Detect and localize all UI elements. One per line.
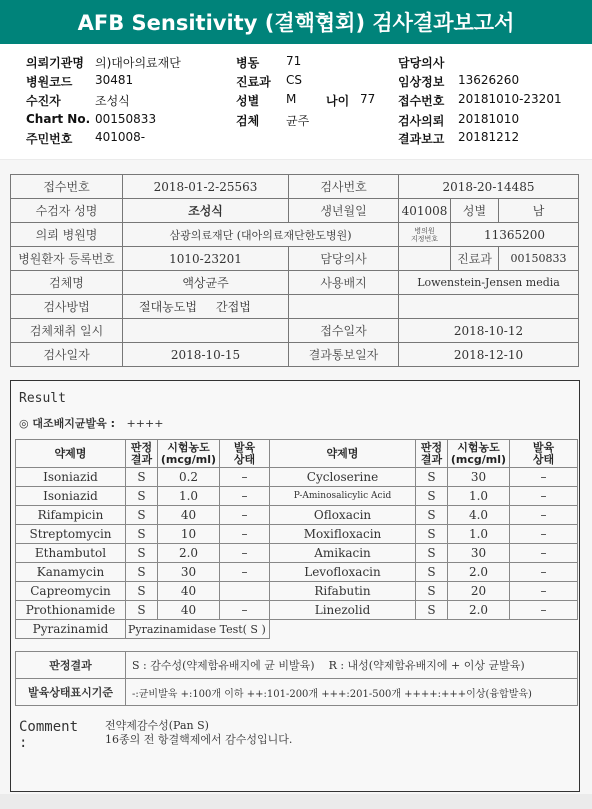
table-row	[16, 544, 578, 563]
judge: S	[126, 582, 158, 601]
info-reg-no: 1010-23201	[123, 247, 289, 271]
department-label: 진료과	[236, 75, 271, 89]
drug-sensitivity-table	[15, 439, 578, 639]
legend-judge-label: 판정결과	[16, 652, 126, 679]
growth: –	[510, 544, 578, 563]
info-medium-label: 사용배지	[289, 271, 399, 295]
info-tested: 2018-10-15	[123, 343, 289, 367]
header-growth: 발육 상태	[220, 440, 270, 468]
info-notified: 2018-12-10	[399, 343, 579, 367]
judge: S	[126, 487, 158, 506]
chart-no-label: Chart No.	[26, 112, 91, 126]
info-specimen-label: 검체명	[11, 271, 123, 295]
age-value: 77	[360, 92, 376, 106]
info-tested-label: 검사일자	[11, 343, 123, 367]
drug-name: Streptomycin	[16, 525, 126, 544]
info-method-2: 간접법	[216, 300, 251, 314]
drug-name: Kanamycin	[16, 563, 126, 582]
concentration: 2.0	[448, 601, 510, 620]
judge: S	[126, 525, 158, 544]
growth: –	[220, 544, 270, 563]
summary-panel	[0, 44, 592, 159]
growth: –	[510, 487, 578, 506]
drug-name: Cycloserine	[270, 468, 416, 487]
legend-judge-text	[126, 652, 578, 679]
info-reg-no-label: 병원환자 등록번호	[11, 247, 123, 271]
header-growth-2: 발육 상태	[510, 440, 578, 468]
growth: –	[220, 563, 270, 582]
info-hospital-code-label: 병의원 지정번호	[399, 223, 451, 247]
request-date-label: 검사의뢰	[398, 114, 445, 128]
report-date-value: 20181212	[458, 130, 520, 144]
table-row	[16, 620, 578, 639]
concentration: 1.0	[158, 487, 220, 506]
specimen-value: 균주	[286, 114, 310, 128]
concentration: 4.0	[448, 506, 510, 525]
judge: S	[416, 563, 448, 582]
receipt-no-value: 20181010-23201	[458, 92, 562, 106]
judge: S	[416, 601, 448, 620]
table-row	[16, 468, 578, 487]
drug-name: Pyrazinamid	[16, 620, 126, 639]
growth: –	[510, 525, 578, 544]
growth: –	[220, 487, 270, 506]
concentration: 30	[448, 544, 510, 563]
drug-name: Moxifloxacin	[270, 525, 416, 544]
institution-label: 의뢰기관명	[26, 56, 84, 70]
report-date-label: 결과보고	[398, 132, 445, 146]
legend-s-text: S : 감수성(약제함유배지에 균 비발육)	[132, 659, 315, 672]
comment-label: Comment :	[19, 719, 79, 751]
info-medium: Lowenstein-Jensen media	[399, 271, 579, 295]
info-birth: 401008	[399, 199, 451, 223]
concentration: 20	[448, 582, 510, 601]
judge: S	[416, 582, 448, 601]
concentration: 10	[158, 525, 220, 544]
growth: –	[510, 582, 578, 601]
concentration: 1.0	[448, 487, 510, 506]
info-blank-2	[399, 295, 579, 319]
growth: –	[220, 506, 270, 525]
specimen-label: 검체	[236, 114, 260, 128]
control-culture-label: ◎ 대조배지균발육 :	[19, 417, 116, 430]
info-dept-label: 진료과	[451, 247, 499, 271]
judge: S	[416, 487, 448, 506]
growth: –	[510, 563, 578, 582]
legend-r-text: R : 내성(약제함유배지에 + 이상 균발육)	[328, 659, 525, 672]
control-culture	[19, 415, 163, 431]
table-row	[16, 563, 578, 582]
concentration: 40	[158, 601, 220, 620]
resident-no-value: 401008-	[95, 130, 146, 144]
header-drug: 약제명	[16, 440, 126, 468]
info-doctor	[399, 247, 451, 271]
info-hospital-label: 의뢰 병원명	[11, 223, 123, 247]
clinical-info-value: 13626260	[458, 73, 520, 87]
comment-line: 전약제감수성(Pan S)	[105, 719, 209, 732]
info-dept: 00150833	[499, 247, 579, 271]
growth: –	[510, 468, 578, 487]
info-collect	[123, 319, 289, 343]
comment-text	[105, 719, 565, 747]
header-judge: 판정 결과	[126, 440, 158, 468]
patient-value: 조성식	[95, 94, 130, 108]
clinical-info-label: 임상정보	[398, 75, 445, 89]
concentration: 0.2	[158, 468, 220, 487]
info-method	[123, 295, 289, 319]
receipt-no-label: 접수번호	[398, 94, 445, 108]
table-row	[16, 601, 578, 620]
legend-table	[15, 651, 578, 706]
growth: –	[510, 601, 578, 620]
legend-growth-text: -:균비발육 +:100개 이하 ++:101-200개 +++:201-500개 ++++:+++이상(융합발육)	[126, 679, 578, 706]
concentration: 40	[158, 506, 220, 525]
comment-line: 16종의 전 항결핵제에서 감수성입니다.	[105, 733, 293, 746]
header-conc-2: 시험농도 (mcg/ml)	[448, 440, 510, 468]
doctor-label: 담당의사	[398, 56, 445, 70]
concentration: 40	[158, 582, 220, 601]
info-receipt-no: 2018-01-2-25563	[123, 175, 289, 199]
hospital-code-value: 30481	[95, 73, 134, 87]
info-received: 2018-10-12	[399, 319, 579, 343]
info-method-label: 검사방법	[11, 295, 123, 319]
drug-name: Ethambutol	[16, 544, 126, 563]
info-doctor-label: 담당의사	[289, 247, 399, 271]
chart-no-value: 00150833	[95, 112, 157, 126]
judge: S	[416, 468, 448, 487]
growth: –	[220, 601, 270, 620]
concentration: 2.0	[448, 563, 510, 582]
judge: S	[126, 563, 158, 582]
sex-label: 성별	[236, 94, 260, 108]
table-row	[16, 525, 578, 544]
empty-cell	[270, 620, 578, 639]
header-drug-2: 약제명	[270, 440, 416, 468]
drug-name: Amikacin	[270, 544, 416, 563]
age-label: 나이	[326, 94, 350, 108]
table-row	[16, 582, 578, 601]
info-test-no: 2018-20-14485	[399, 175, 579, 199]
control-culture-value: ++++	[126, 417, 164, 430]
department-value: CS	[286, 73, 302, 87]
growth: –	[510, 506, 578, 525]
drug-name: Rifampicin	[16, 506, 126, 525]
drug-name: Ofloxacin	[270, 506, 416, 525]
drug-name: Rifabutin	[270, 582, 416, 601]
judge: S	[126, 601, 158, 620]
info-patient-name-label: 수검자 성명	[11, 199, 123, 223]
table-row	[16, 506, 578, 525]
growth: –	[220, 525, 270, 544]
concentration: 30	[158, 563, 220, 582]
info-blank-1	[289, 295, 399, 319]
info-method-1: 절대농도법	[139, 300, 197, 314]
growth: –	[220, 468, 270, 487]
drug-name: P-Aminosalicylic Acid	[270, 487, 416, 506]
table-row	[16, 487, 578, 506]
growth	[220, 582, 270, 601]
info-collect-label: 검체채취 일시	[11, 319, 123, 343]
info-hospital: 삼광의료재단 (대아의료재단한도병원)	[123, 223, 399, 247]
judge: S	[126, 468, 158, 487]
info-test-no-label: 검사번호	[289, 175, 399, 199]
concentration: 1.0	[448, 525, 510, 544]
result-section	[10, 380, 580, 792]
scanned-report	[0, 160, 592, 794]
resident-no-label: 주민번호	[26, 132, 73, 146]
info-sex: 남	[499, 199, 579, 223]
drug-name: Linezolid	[270, 601, 416, 620]
drug-name: Isoniazid	[16, 487, 126, 506]
judge: S	[416, 525, 448, 544]
drug-name: Capreomycin	[16, 582, 126, 601]
drug-name: Levofloxacin	[270, 563, 416, 582]
report-title: AFB Sensitivity (결핵협회) 검사결과보고서	[0, 0, 592, 44]
concentration: 2.0	[158, 544, 220, 563]
judge: S	[126, 544, 158, 563]
info-patient-name: 조성식	[123, 199, 289, 223]
concentration: 30	[448, 468, 510, 487]
judge: S	[416, 544, 448, 563]
institution-value: 의)대아의료재단	[95, 56, 181, 70]
info-sex-label: 성별	[451, 199, 499, 223]
hospital-code-label: 병원코드	[26, 75, 73, 89]
info-specimen: 액상균주	[123, 271, 289, 295]
info-hospital-code: 11365200	[451, 223, 579, 247]
pza-test: Pyrazinamidase Test( S )	[126, 620, 270, 639]
patient-label: 수진자	[26, 94, 61, 108]
info-notified-label: 결과통보일자	[289, 343, 399, 367]
sex-value: M	[286, 92, 297, 106]
drug-name: Prothionamide	[16, 601, 126, 620]
info-received-label: 접수일자	[289, 319, 399, 343]
request-date-value: 20181010	[458, 112, 520, 126]
judge: S	[416, 506, 448, 525]
legend-growth-label: 발육상태표시기준	[16, 679, 126, 706]
ward-value: 71	[286, 54, 302, 68]
header-conc: 시험농도 (mcg/ml)	[158, 440, 220, 468]
drug-name: Isoniazid	[16, 468, 126, 487]
patient-info-table	[10, 174, 579, 367]
header-judge-2: 판정 결과	[416, 440, 448, 468]
info-birth-label: 생년월일	[289, 199, 399, 223]
ward-label: 병동	[236, 56, 260, 70]
judge: S	[126, 506, 158, 525]
info-receipt-no-label: 접수번호	[11, 175, 123, 199]
result-title: Result	[19, 391, 66, 406]
